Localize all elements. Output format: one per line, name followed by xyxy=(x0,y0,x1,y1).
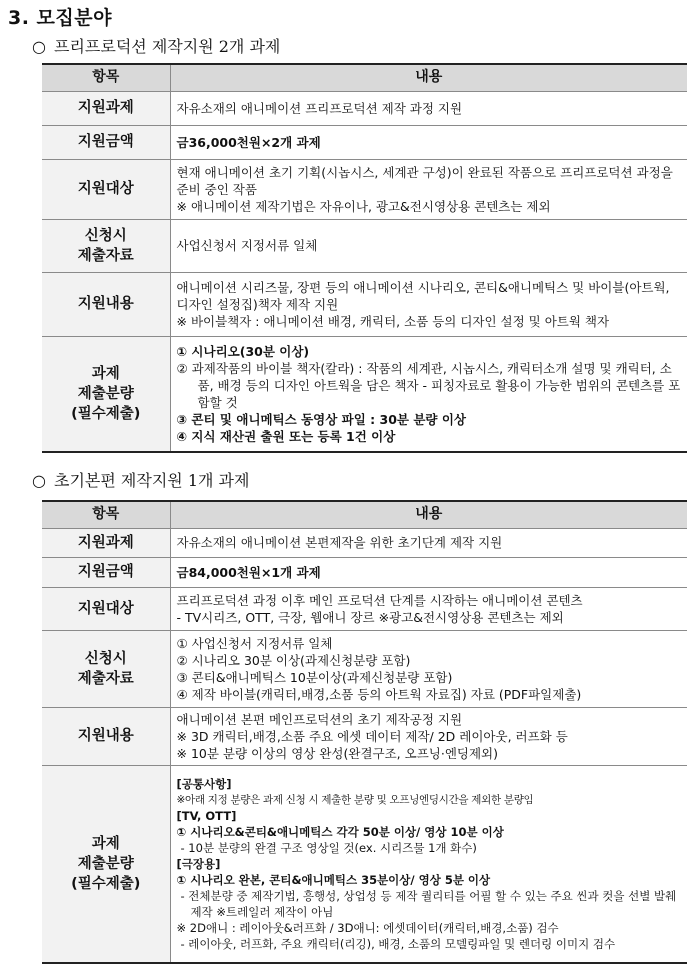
row-value: 사업신청서 지정서류 일체 xyxy=(170,219,687,272)
row-key: 지원대상 xyxy=(42,159,170,219)
value-line: [TV, OTT] xyxy=(176,808,237,823)
row-key: 과제 제출분량 (필수제출) xyxy=(42,336,170,452)
value-line: 애니메이션 시리즈물, 장편 등의 애니메이션 시나리오, 콘티&애니메틱스 및 바이블(아트웍, 디자인 설정집)책자 제작 지원 xyxy=(176,279,670,312)
column-header-content: 내용 xyxy=(170,64,687,91)
value-line: 현재 애니메이션 초기 기획(시놉시스, 세계관 구성)이 완료된 작품으로 프리프로덕션 과정을 준비 중인 작품 xyxy=(176,164,673,197)
circle-bullet-icon: ○ xyxy=(32,37,46,56)
value-line: ※ 애니메이션 제작기법은 자유이나, 광고&전시영상용 콘텐츠는 제외 xyxy=(176,198,551,214)
row-key: 신청시 제출자료 xyxy=(42,630,170,707)
row-key: 지원금액 xyxy=(42,557,170,587)
table-row xyxy=(42,707,687,765)
value-line: 애니메이션 본편 메인프로덕션의 초기 제작공정 지원 xyxy=(176,711,463,727)
row-value xyxy=(170,630,687,707)
subsection-title-text: 초기본편 제작지원 1개 과제 xyxy=(54,471,250,490)
table-row xyxy=(42,91,687,125)
row-key: 지원과제 xyxy=(42,528,170,557)
value-line: ④ 지식 재산권 출원 또는 등록 1건 이상 xyxy=(176,428,396,444)
row-value xyxy=(170,159,687,219)
row-value xyxy=(170,587,687,630)
subsection-title-text: 프리프로덕션 제작지원 2개 과제 xyxy=(54,37,281,56)
preproduction-table xyxy=(42,63,687,453)
row-value: 자유소재의 애니메이션 본편제작을 위한 초기단계 제작 지원 xyxy=(170,528,687,557)
value-line: ③ 콘티&애니메틱스 10분이상(과제신청분량 포함) xyxy=(176,669,453,685)
row-value: 금84,000천원×1개 과제 xyxy=(170,557,687,587)
row-key: 지원내용 xyxy=(42,272,170,336)
value-line: ② 과제작품의 바이블 책자(칼라) : 작품의 세계관, 시놉시스, 캐릭터소개 설명 및 캐릭터, 소품, 배경 등의 디자인 아트웍을 담은 책자 - 피칭자료로 활용이 가능한 범위의 콘텐츠를 포함할 것 xyxy=(176,360,681,410)
column-header-item: 항목 xyxy=(42,501,170,528)
value-line: ① 사업신청서 지정서류 일체 xyxy=(176,635,333,651)
table-row xyxy=(42,159,687,219)
table-row xyxy=(42,336,687,452)
row-key: 지원과제 xyxy=(42,91,170,125)
table-row xyxy=(42,528,687,557)
value-line: ① 시나리오(30분 이상) xyxy=(176,343,310,359)
row-key: 지원금액 xyxy=(42,125,170,159)
row-value: 자유소재의 애니메이션 프리프로덕션 제작 과정 지원 xyxy=(170,91,687,125)
table-row xyxy=(42,630,687,707)
table-header-row xyxy=(42,501,687,528)
value-line: 프리프로덕션 과정 이후 메인 프로덕션 단계를 시작하는 애니메이션 콘텐츠 xyxy=(176,592,583,608)
row-value xyxy=(170,272,687,336)
table-row xyxy=(42,587,687,630)
value-line: [극장용] xyxy=(176,856,221,871)
row-key: 지원대상 xyxy=(42,587,170,630)
row-key: 과제 제출분량 (필수제출) xyxy=(42,765,170,963)
initial-production-table xyxy=(42,500,687,964)
value-line: ※ 10분 분량 이상의 영상 완성(완결구조, 오프닝·엔딩제외) xyxy=(176,745,498,761)
value-line: ② 시나리오 30분 이상(과제신청분량 포함) xyxy=(176,652,411,668)
value-line: ④ 제작 바이블(캐릭터,배경,소품 등의 아트웍 자료집) 자료 (PDF파일제출) xyxy=(176,686,582,702)
row-key: 신청시 제출자료 xyxy=(42,219,170,272)
row-value: 금36,000천원×2개 과제 xyxy=(170,125,687,159)
column-header-item: 항목 xyxy=(42,64,170,91)
value-line: ③ 콘티 및 애니메틱스 동영상 파일 : 30분 분량 이상 xyxy=(176,411,466,427)
value-line: ※ 2D애니 : 레이아웃&러프화 / 3D애니: 에셋데이터(캐릭터,배경,소품) 검수 xyxy=(176,920,559,935)
circle-bullet-icon: ○ xyxy=(32,471,46,490)
value-line: ① 시나리오&콘티&애니메틱스 각각 50분 이상/ 영상 10분 이상 xyxy=(176,824,504,839)
value-line: ① 시나리오 완본, 콘티&애니메틱스 35분이상/ 영상 5분 이상 xyxy=(176,872,491,887)
table-header-row xyxy=(42,64,687,91)
column-header-content: 내용 xyxy=(170,501,687,528)
value-line: - 10분 분량의 완결 구조 영상일 것(ex. 시리즈물 1개 화수) xyxy=(180,840,477,855)
table-row xyxy=(42,765,687,963)
value-line: [공통사항] xyxy=(176,776,232,791)
table-row xyxy=(42,219,687,272)
value-line: ※ 바이블책자 : 애니메이션 배경, 캐릭터, 소품 등의 디자인 설정 및 아트웍 책자 xyxy=(176,313,610,329)
table-row xyxy=(42,272,687,336)
value-line: ※아래 지정 분량은 과제 신청 시 제출한 분량 및 오프닝엔딩시간을 제외한 분량임 xyxy=(176,793,534,806)
value-line: - 레이아웃, 러프화, 주요 캐릭터(리깅), 배경, 소품의 모델링파일 및 렌더링 이미지 검수 xyxy=(180,936,616,951)
value-line: - TV시리즈, OTT, 극장, 웹애니 장르 ※광고&전시영상용 콘텐츠는 제외 xyxy=(176,609,564,625)
subsection-title-initial-production xyxy=(32,468,249,491)
row-value xyxy=(170,765,687,963)
row-key: 지원내용 xyxy=(42,707,170,765)
section-heading: 3. 모집분야 xyxy=(8,7,112,29)
value-line: ※ 3D 캐릭터,배경,소품 주요 에셋 데이터 제작/ 2D 레이아웃, 러프화 등 xyxy=(176,728,568,744)
table-row xyxy=(42,557,687,587)
row-value xyxy=(170,707,687,765)
value-line: - 전체분량 중 제작기법, 흥행성, 상업성 등 제작 퀄리티를 어필 할 수 있는 주요 씬과 컷을 선별 발췌 제작 ※트레일러 제작이 아님 xyxy=(180,888,677,919)
subsection-title-preproduction xyxy=(32,34,280,57)
table-row xyxy=(42,125,687,159)
row-value xyxy=(170,336,687,452)
